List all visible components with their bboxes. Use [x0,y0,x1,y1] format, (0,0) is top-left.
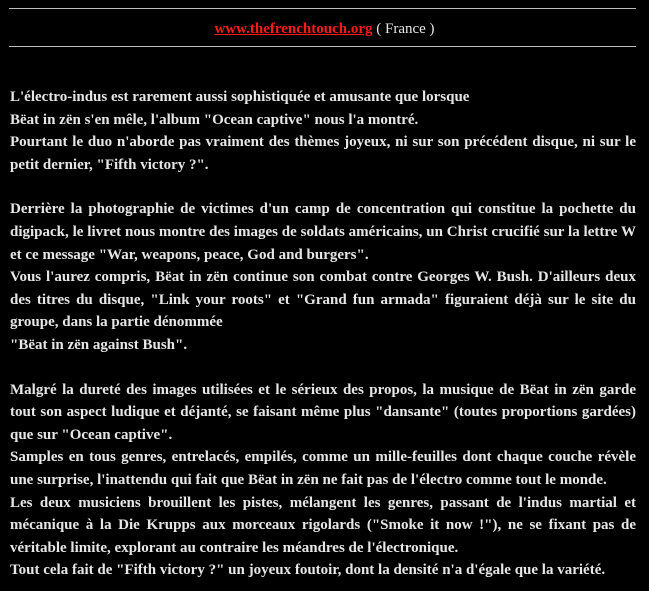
paragraph-line: Les deux musiciens brouillent les pistes, mélangent les genres, passant de l'indus martial et mécanique à la Die Krupps aux morceaux rigolards ("Smoke it now !"), ne se fixant pas de véritable limite, explorant au contraire les méandres de l'électronique. [10,494,636,556]
paragraph-line: Malgré la dureté des images utilisées et le sérieux des propos, la musique de Bëat in zën garde tout son aspect ludique et déjanté, se faisant même plus "dansante" (toutes proportions gardées) que sur "Ocean captive". [10,381,636,443]
paragraph-1 [10,86,636,176]
paragraph-line: "Bëat in zën against Bush". [10,336,188,353]
paragraph-line: Derrière la photographie de victimes d'un camp de concentration qui constitue la pochette du digipack, le livret nous montre des images de soldats américains, un Christ crucifié sur la lettre W et ce message "War, weapons, peace, God and burgers". [10,201,636,263]
source-line [0,19,649,39]
paragraph-line: L'électro-indus est rarement aussi sophistiquée et amusante que lorsque [10,89,470,105]
bottom-divider [9,46,636,47]
paragraph-line: Samples en tous genres, entrelacés, empilés, comme un mille-feuilles dont chaque couche révèle une surprise, l'inattendu qui fait que Bëat in zën ne fait pas de l'électro comme tout le monde. [10,449,636,488]
review-body [10,86,636,582]
paragraph-line: Pourtant le duo n'aborde pas vraiment des thèmes joyeux, ni sur son précédent disque, ni sur le petit dernier, "Fifth victory ?". [10,134,636,173]
source-country: ( France ) [372,21,435,37]
top-divider [9,8,636,9]
paragraph-line: Vous l'aurez compris, Bëat in zën continue son combat contre Georges W. Bush. D'ailleurs deux des titres du disque, "Link your roots" et "Grand fun armada" figuraient déjà sur le site du groupe, dans la partie dénommée [10,269,636,331]
paragraph-line: Tout cela fait de "Fifth victory ?" un joyeux foutoir, dont la densité n'a d'égale que la variété. [10,562,606,579]
source-link[interactable]: www.thefrenchtouch.org [214,21,373,37]
paragraph-3 [10,379,636,582]
paragraph-2 [10,198,636,356]
paragraph-line: Bëat in zën s'en mêle, l'album "Ocean captive" nous l'a montré. [10,111,419,128]
